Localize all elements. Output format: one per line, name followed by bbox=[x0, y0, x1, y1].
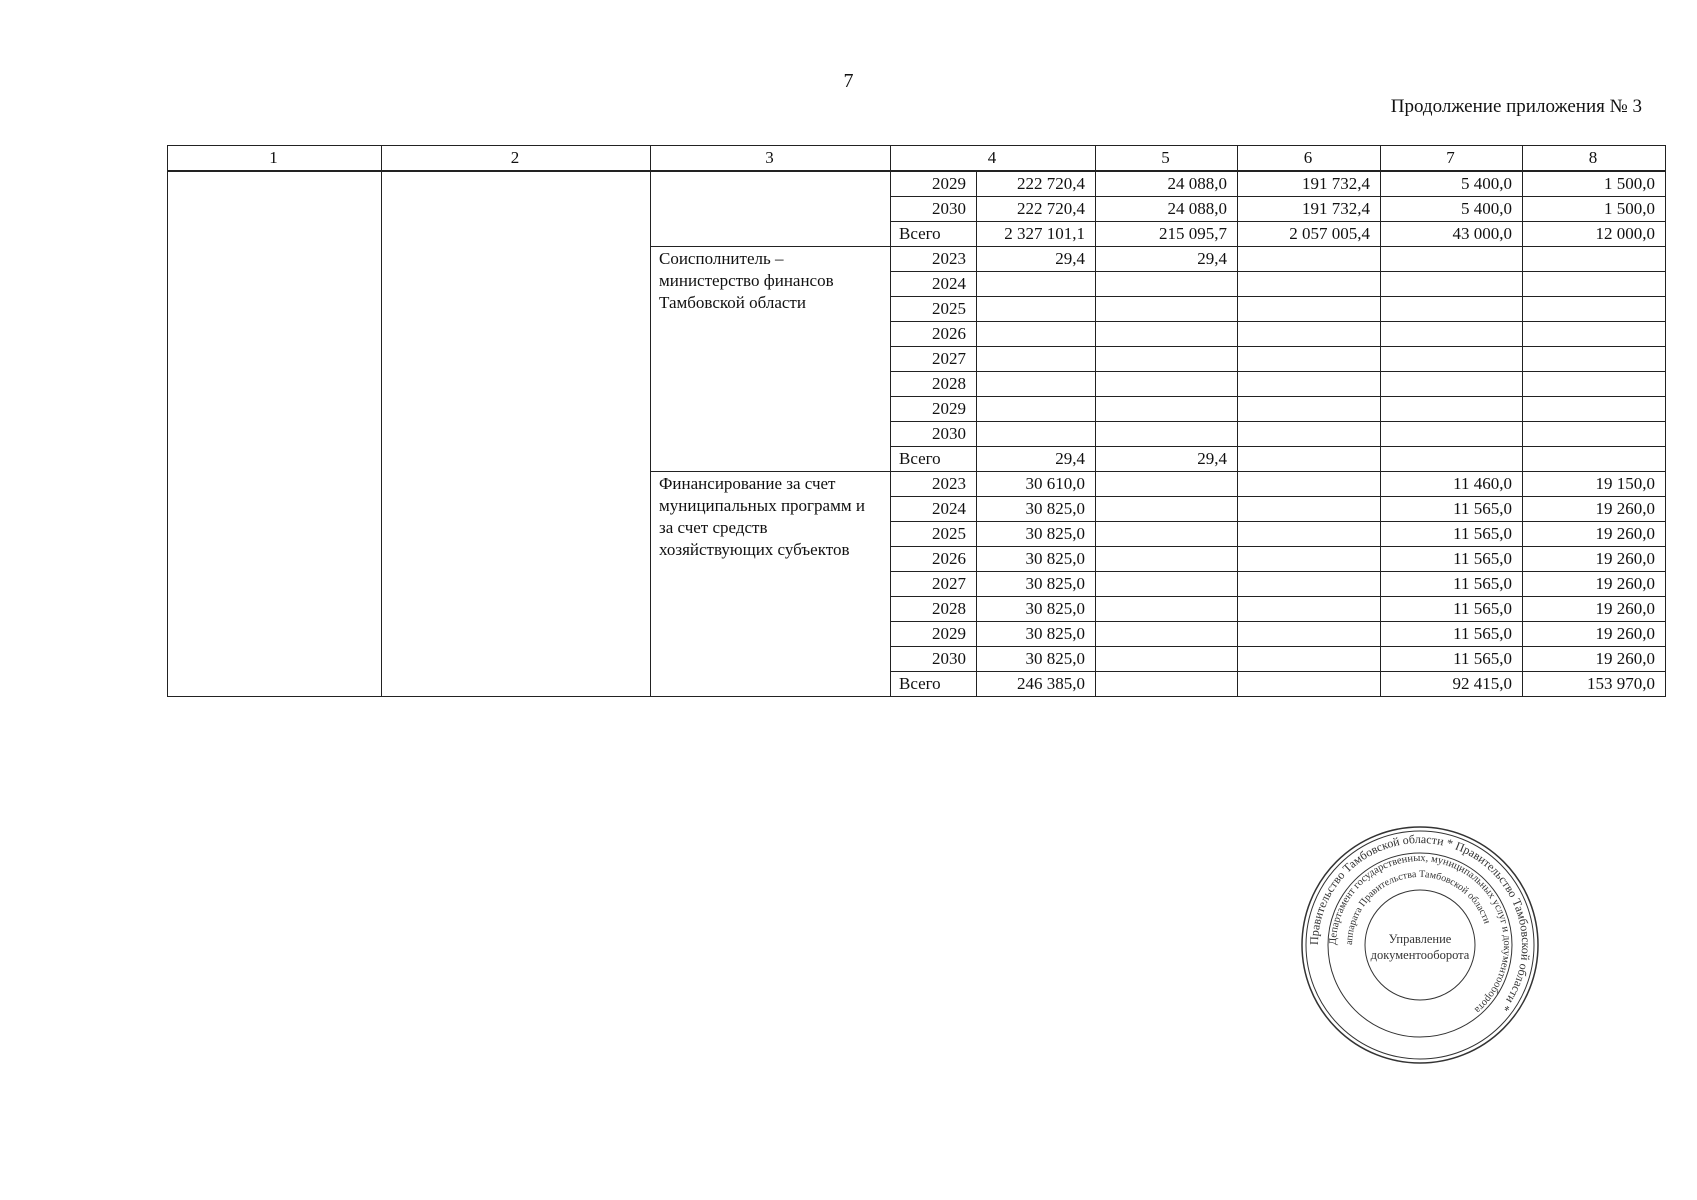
value-cell-8: 12 000,0 bbox=[1523, 222, 1666, 247]
value-cell-8: 1 500,0 bbox=[1523, 197, 1666, 222]
value-cell-7 bbox=[1381, 297, 1523, 322]
column-header-7: 7 bbox=[1381, 146, 1523, 172]
page-number: 7 bbox=[843, 70, 854, 92]
value-cell-7 bbox=[1381, 422, 1523, 447]
value-cell-8 bbox=[1523, 347, 1666, 372]
value-cell-4: 30 825,0 bbox=[977, 597, 1096, 622]
value-cell-6 bbox=[1238, 322, 1381, 347]
year-cell: 2024 bbox=[891, 497, 977, 522]
value-cell-8: 153 970,0 bbox=[1523, 672, 1666, 697]
col1-cell bbox=[168, 171, 382, 697]
value-cell-5 bbox=[1096, 272, 1238, 297]
value-cell-8 bbox=[1523, 447, 1666, 472]
column-header-5: 5 bbox=[1096, 146, 1238, 172]
seal-inner-text: аппарата Правительства Тамбовской области bbox=[1343, 868, 1493, 946]
year-cell: 2027 bbox=[891, 572, 977, 597]
column-header-1: 1 bbox=[168, 146, 382, 172]
value-cell-5: 215 095,7 bbox=[1096, 222, 1238, 247]
value-cell-8 bbox=[1523, 247, 1666, 272]
official-seal bbox=[1300, 825, 1540, 1065]
value-cell-7: 5 400,0 bbox=[1381, 171, 1523, 197]
value-cell-6 bbox=[1238, 372, 1381, 397]
value-cell-7: 11 565,0 bbox=[1381, 647, 1523, 672]
value-cell-4 bbox=[977, 347, 1096, 372]
column-header-4: 4 bbox=[891, 146, 1096, 172]
group-label: Финансирование за счет муниципальных программ и за счет средств хозяйствующих субъектов bbox=[651, 472, 891, 697]
value-cell-4: 30 825,0 bbox=[977, 647, 1096, 672]
group-label bbox=[651, 171, 891, 247]
table-row bbox=[168, 171, 1666, 197]
total-label: Всего bbox=[891, 447, 977, 472]
value-cell-7: 11 565,0 bbox=[1381, 522, 1523, 547]
year-cell: 2026 bbox=[891, 547, 977, 572]
value-cell-7 bbox=[1381, 447, 1523, 472]
value-cell-8: 19 260,0 bbox=[1523, 647, 1666, 672]
value-cell-4 bbox=[977, 297, 1096, 322]
value-cell-5 bbox=[1096, 672, 1238, 697]
value-cell-4 bbox=[977, 422, 1096, 447]
value-cell-4 bbox=[977, 397, 1096, 422]
value-cell-8 bbox=[1523, 372, 1666, 397]
year-cell: 2023 bbox=[891, 472, 977, 497]
value-cell-7 bbox=[1381, 372, 1523, 397]
column-header-8: 8 bbox=[1523, 146, 1666, 172]
value-cell-8: 19 260,0 bbox=[1523, 522, 1666, 547]
value-cell-4 bbox=[977, 322, 1096, 347]
value-cell-5 bbox=[1096, 372, 1238, 397]
value-cell-6 bbox=[1238, 497, 1381, 522]
value-cell-5: 24 088,0 bbox=[1096, 197, 1238, 222]
value-cell-5 bbox=[1096, 422, 1238, 447]
value-cell-6 bbox=[1238, 572, 1381, 597]
value-cell-7: 5 400,0 bbox=[1381, 197, 1523, 222]
value-cell-8: 19 260,0 bbox=[1523, 497, 1666, 522]
column-header-6: 6 bbox=[1238, 146, 1381, 172]
value-cell-6 bbox=[1238, 272, 1381, 297]
col2-cell bbox=[382, 171, 651, 697]
seal-center-line1: Управление bbox=[1388, 932, 1452, 946]
total-label: Всего bbox=[891, 672, 977, 697]
value-cell-6 bbox=[1238, 247, 1381, 272]
value-cell-6 bbox=[1238, 622, 1381, 647]
value-cell-5 bbox=[1096, 397, 1238, 422]
value-cell-6: 191 732,4 bbox=[1238, 197, 1381, 222]
value-cell-5 bbox=[1096, 647, 1238, 672]
value-cell-4 bbox=[977, 372, 1096, 397]
value-cell-8: 19 260,0 bbox=[1523, 572, 1666, 597]
value-cell-8 bbox=[1523, 397, 1666, 422]
value-cell-6 bbox=[1238, 297, 1381, 322]
value-cell-5 bbox=[1096, 572, 1238, 597]
value-cell-8 bbox=[1523, 272, 1666, 297]
value-cell-5 bbox=[1096, 597, 1238, 622]
value-cell-6 bbox=[1238, 397, 1381, 422]
seal-outer-text: Правительство Тамбовской области * Правительство Тамбовской области * bbox=[1306, 831, 1534, 1015]
value-cell-8: 1 500,0 bbox=[1523, 171, 1666, 197]
value-cell-4: 2 327 101,1 bbox=[977, 222, 1096, 247]
year-cell: 2025 bbox=[891, 297, 977, 322]
value-cell-6: 191 732,4 bbox=[1238, 171, 1381, 197]
value-cell-7: 92 415,0 bbox=[1381, 672, 1523, 697]
table-body bbox=[168, 171, 1666, 697]
value-cell-5 bbox=[1096, 322, 1238, 347]
column-header-2: 2 bbox=[382, 146, 651, 172]
year-cell: 2028 bbox=[891, 372, 977, 397]
value-cell-8 bbox=[1523, 322, 1666, 347]
value-cell-6 bbox=[1238, 597, 1381, 622]
value-cell-7: 43 000,0 bbox=[1381, 222, 1523, 247]
total-label: Всего bbox=[891, 222, 977, 247]
value-cell-8 bbox=[1523, 297, 1666, 322]
value-cell-6 bbox=[1238, 447, 1381, 472]
year-cell: 2030 bbox=[891, 422, 977, 447]
value-cell-8: 19 260,0 bbox=[1523, 597, 1666, 622]
value-cell-6 bbox=[1238, 672, 1381, 697]
value-cell-4: 30 825,0 bbox=[977, 547, 1096, 572]
value-cell-8: 19 260,0 bbox=[1523, 547, 1666, 572]
value-cell-6 bbox=[1238, 422, 1381, 447]
value-cell-7: 11 565,0 bbox=[1381, 622, 1523, 647]
value-cell-4: 246 385,0 bbox=[977, 672, 1096, 697]
continuation-title: Продолжение приложения № 3 bbox=[1390, 96, 1642, 117]
seal-center-line2: документооборота bbox=[1370, 948, 1470, 962]
value-cell-8 bbox=[1523, 422, 1666, 447]
value-cell-7: 11 460,0 bbox=[1381, 472, 1523, 497]
year-cell: 2029 bbox=[891, 397, 977, 422]
value-cell-5 bbox=[1096, 497, 1238, 522]
budget-table bbox=[167, 145, 1666, 697]
value-cell-4: 29,4 bbox=[977, 247, 1096, 272]
value-cell-4: 30 825,0 bbox=[977, 572, 1096, 597]
value-cell-6 bbox=[1238, 347, 1381, 372]
value-cell-7: 11 565,0 bbox=[1381, 497, 1523, 522]
value-cell-4: 30 825,0 bbox=[977, 622, 1096, 647]
value-cell-5 bbox=[1096, 347, 1238, 372]
value-cell-5: 29,4 bbox=[1096, 447, 1238, 472]
year-cell: 2025 bbox=[891, 522, 977, 547]
value-cell-7 bbox=[1381, 272, 1523, 297]
year-cell: 2028 bbox=[891, 597, 977, 622]
seal-middle-text: Департамент государственных, муниципальных услуг и документооборота bbox=[1327, 852, 1513, 1016]
column-header-3: 3 bbox=[651, 146, 891, 172]
year-cell: 2024 bbox=[891, 272, 977, 297]
value-cell-4: 30 610,0 bbox=[977, 472, 1096, 497]
value-cell-8: 19 260,0 bbox=[1523, 622, 1666, 647]
value-cell-4: 30 825,0 bbox=[977, 522, 1096, 547]
value-cell-4: 222 720,4 bbox=[977, 197, 1096, 222]
value-cell-7 bbox=[1381, 347, 1523, 372]
value-cell-5: 29,4 bbox=[1096, 247, 1238, 272]
value-cell-6: 2 057 005,4 bbox=[1238, 222, 1381, 247]
value-cell-4: 222 720,4 bbox=[977, 171, 1096, 197]
year-cell: 2027 bbox=[891, 347, 977, 372]
value-cell-7 bbox=[1381, 397, 1523, 422]
value-cell-5 bbox=[1096, 547, 1238, 572]
value-cell-4 bbox=[977, 272, 1096, 297]
year-cell: 2030 bbox=[891, 647, 977, 672]
value-cell-5 bbox=[1096, 297, 1238, 322]
value-cell-6 bbox=[1238, 647, 1381, 672]
value-cell-6 bbox=[1238, 522, 1381, 547]
value-cell-4: 29,4 bbox=[977, 447, 1096, 472]
group-label: Соисполнитель – министерство финансов Тамбовской области bbox=[651, 247, 891, 472]
value-cell-6 bbox=[1238, 472, 1381, 497]
value-cell-5 bbox=[1096, 622, 1238, 647]
value-cell-7 bbox=[1381, 322, 1523, 347]
value-cell-5 bbox=[1096, 522, 1238, 547]
value-cell-7: 11 565,0 bbox=[1381, 597, 1523, 622]
value-cell-8: 19 150,0 bbox=[1523, 472, 1666, 497]
year-cell: 2030 bbox=[891, 197, 977, 222]
year-cell: 2029 bbox=[891, 171, 977, 197]
year-cell: 2023 bbox=[891, 247, 977, 272]
year-cell: 2026 bbox=[891, 322, 977, 347]
column-number-row bbox=[168, 146, 1666, 172]
value-cell-7: 11 565,0 bbox=[1381, 572, 1523, 597]
value-cell-4: 30 825,0 bbox=[977, 497, 1096, 522]
value-cell-5: 24 088,0 bbox=[1096, 171, 1238, 197]
value-cell-7 bbox=[1381, 247, 1523, 272]
year-cell: 2029 bbox=[891, 622, 977, 647]
value-cell-7: 11 565,0 bbox=[1381, 547, 1523, 572]
value-cell-6 bbox=[1238, 547, 1381, 572]
value-cell-5 bbox=[1096, 472, 1238, 497]
